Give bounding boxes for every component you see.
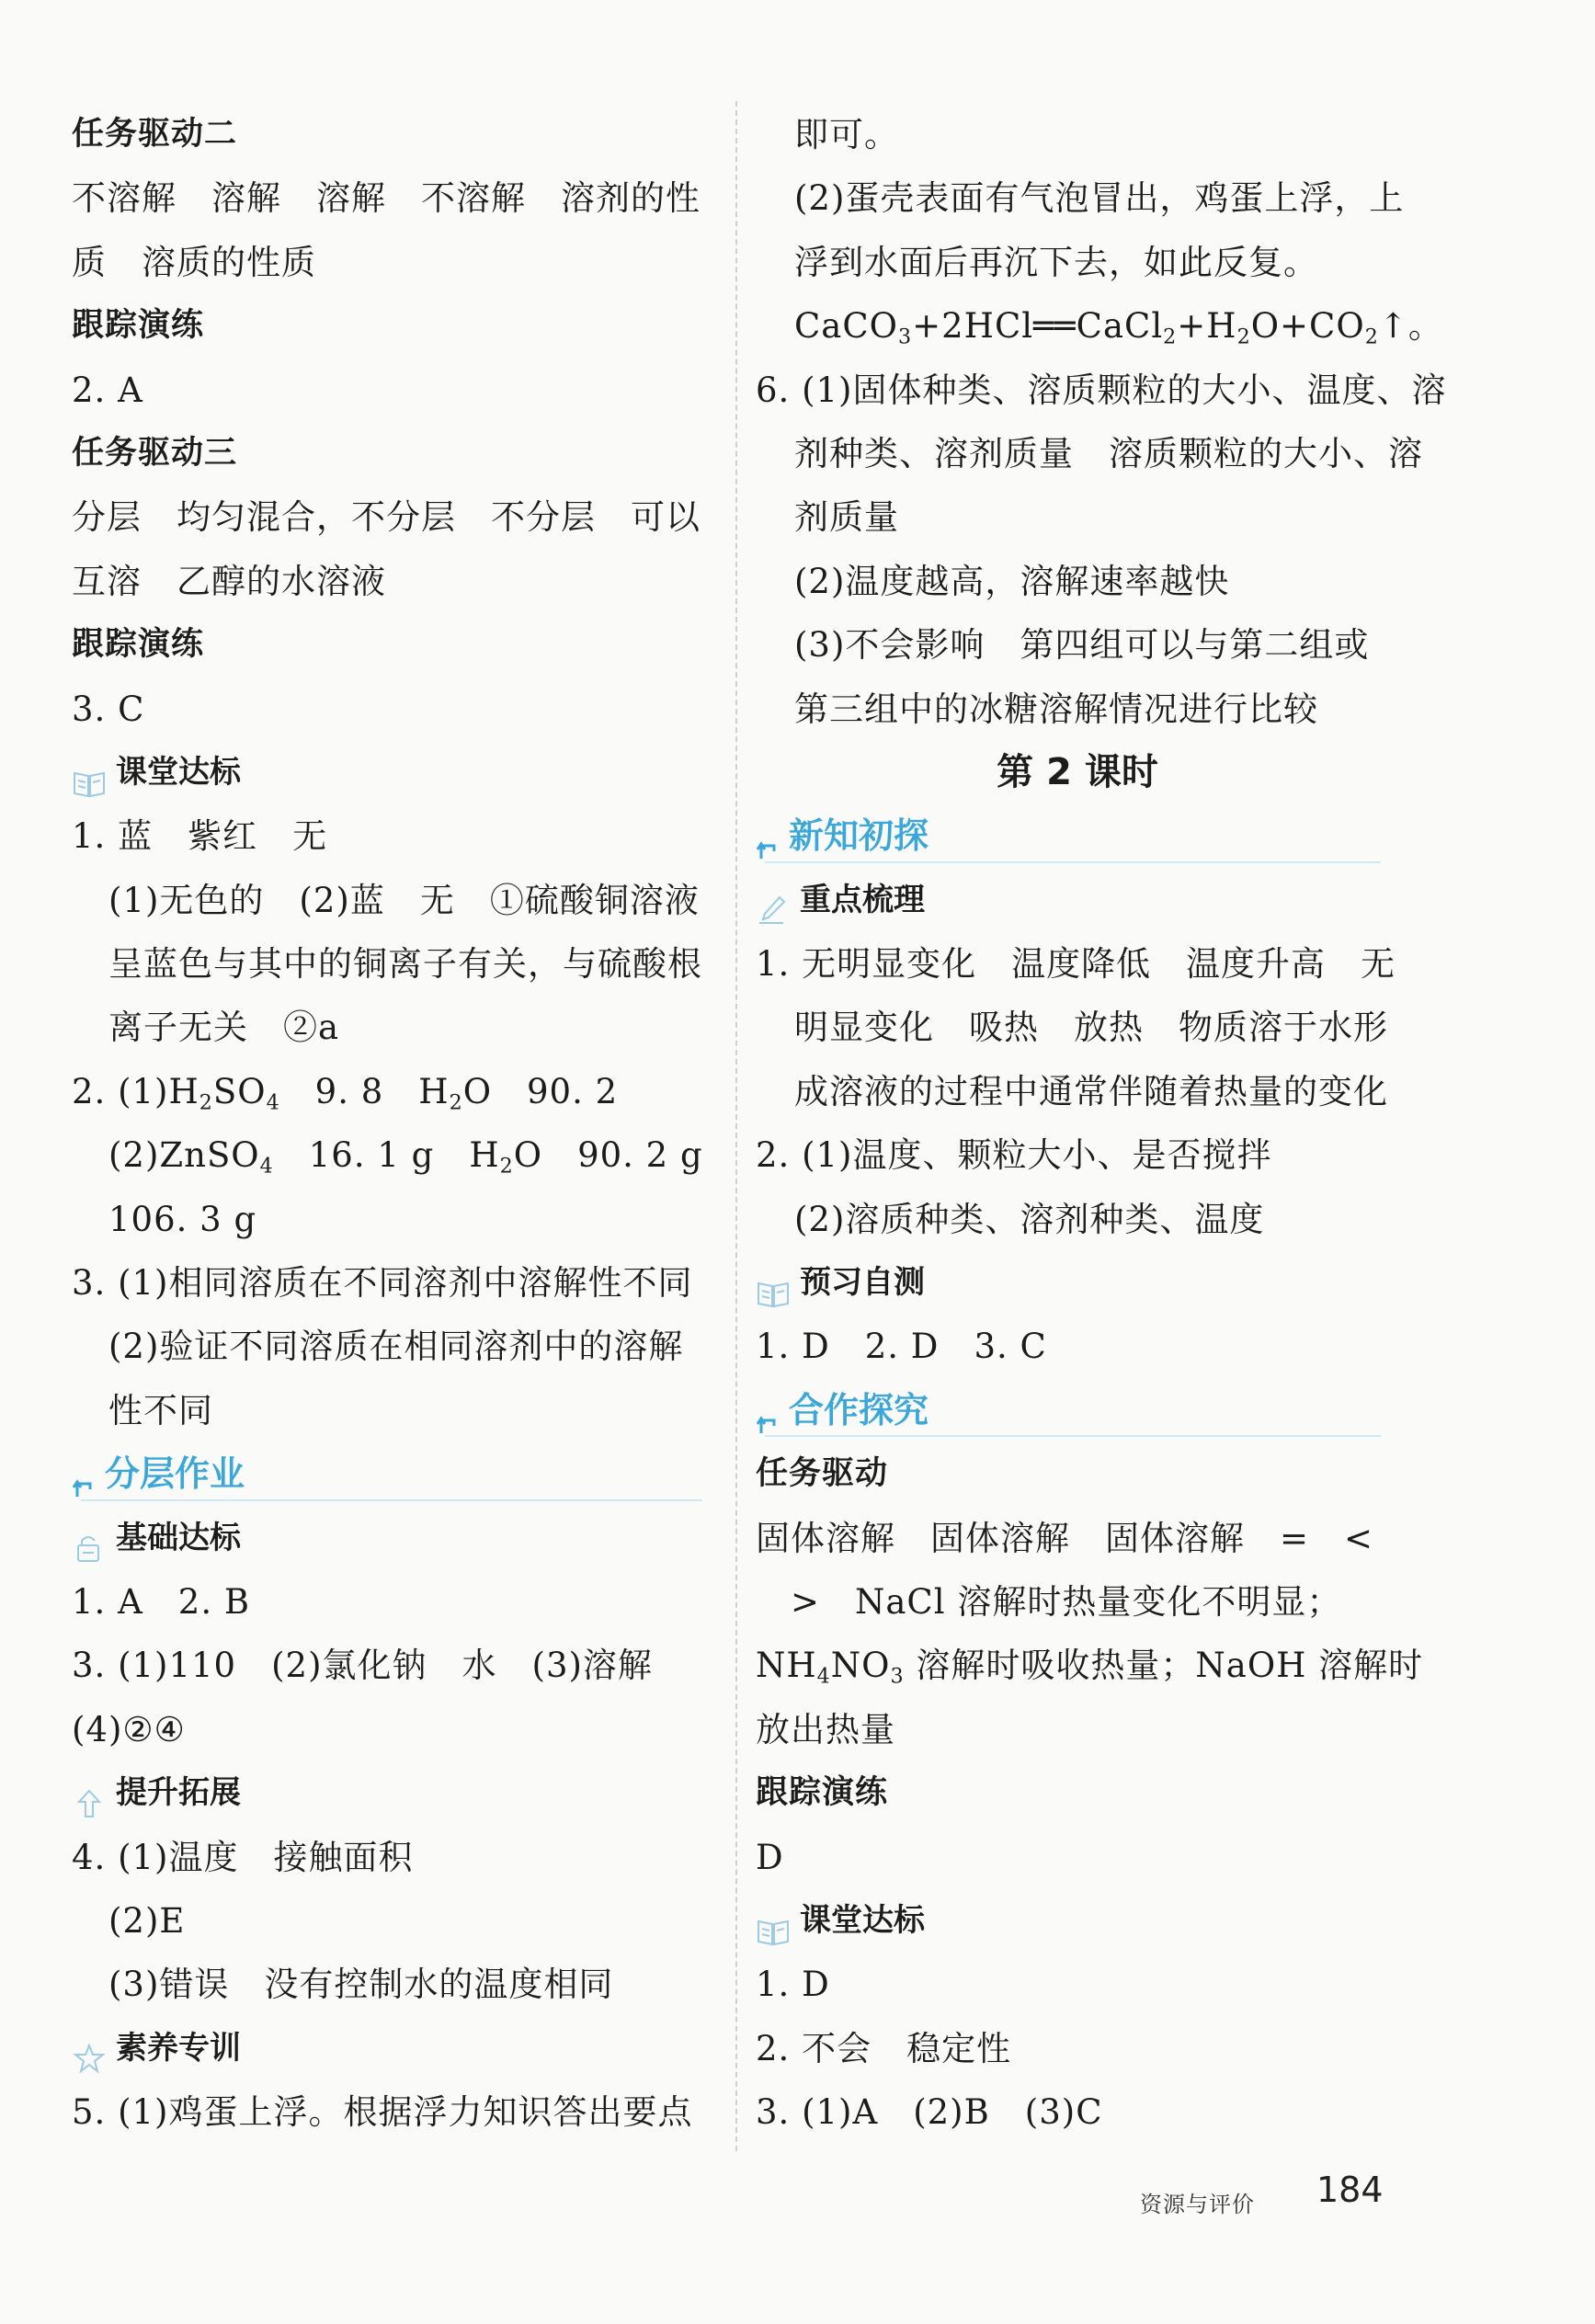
hook-arrow-icon — [72, 1461, 97, 1488]
answer-line: (2)温度越高，溶解速率越快 — [794, 561, 1230, 601]
answer-line: 第三组中的冰糖溶解情况进行比较 — [794, 689, 1318, 729]
heading-tracking-practice: 跟踪演练 — [72, 626, 205, 664]
answer-line: 2. 不会 稳定性 — [756, 2028, 1012, 2068]
answer-line: 离子无关 ②a — [108, 1008, 340, 1048]
lock-icon — [72, 1522, 107, 1554]
section-key-points — [756, 869, 1399, 932]
answer-line-formula: (2)ZnSO$_4$ 16. 1 g $H_2O$ 90. 2 g — [108, 1135, 703, 1179]
hook-arrow-icon — [756, 823, 781, 850]
answer-line: 1. D — [756, 1965, 830, 2005]
answer-line: D — [756, 1837, 784, 1877]
section-basic-standard — [72, 1507, 721, 1570]
answer-line: 固体溶解 固体溶解 固体溶解 = < — [756, 1518, 1374, 1558]
answer-line: 5. (1)鸡蛋上浮。根据浮力知识答出要点 — [72, 2092, 693, 2133]
answer-line: 互溶 乙醇的水溶液 — [72, 561, 386, 601]
answer-line: 放出热量 — [756, 1709, 895, 1749]
answer-line: > NaCl 溶解时热量变化不明显； — [756, 1581, 1342, 1622]
answer-line: (2)蛋壳表面有气泡冒出，鸡蛋上浮，上 — [794, 178, 1405, 219]
section-preview-test — [756, 1251, 1399, 1315]
banner-title: 合作探究 — [789, 1389, 929, 1430]
answer-line: 剂质量 — [794, 497, 899, 538]
book-icon — [756, 1906, 791, 1937]
answer-line: 2. (1)温度、颗粒大小、是否搅拌 — [756, 1135, 1272, 1176]
answer-line: 浮到水面后再沉下去，如此反复。 — [794, 242, 1318, 282]
answer-line: 106. 3 g — [108, 1199, 257, 1239]
answer-line-formula: $NH_4NO_3$ 溶解时吸收热量；NaOH 溶解时 — [756, 1646, 1424, 1690]
answer-line: 质 溶质的性质 — [72, 242, 316, 282]
up-arrow-icon — [72, 1778, 107, 1809]
answer-line: 剂种类、溶剂质量 溶质颗粒的大小、溶 — [794, 433, 1423, 473]
banner-cooperative-inquiry — [756, 1379, 1399, 1442]
section-title: 预习自测 — [800, 1264, 925, 1302]
answer-line: 3. (1)相同溶质在不同溶剂中溶解性不同 — [72, 1263, 693, 1304]
answer-line: 不溶解 溶解 溶解 不溶解 溶剂的性 — [72, 178, 701, 219]
heading-task: 任务驱动 — [756, 1455, 889, 1493]
answer-line: 3. C — [72, 689, 145, 729]
book-icon — [72, 758, 107, 789]
footer-label: 资源与评价 — [1140, 2192, 1255, 2217]
answer-line: 2. A — [72, 370, 143, 410]
section-literacy-training — [72, 2017, 721, 2080]
banner-title: 新知初探 — [789, 815, 929, 857]
right-column — [756, 103, 1447, 2145]
section-classroom-standard — [756, 1889, 1399, 1953]
banner-layered-homework — [72, 1442, 721, 1506]
heading-task-3: 任务驱动三 — [72, 434, 238, 472]
answer-line: 呈蓝色与其中的铜离子有关，与硫酸根 — [108, 944, 702, 985]
answer-line: 3. (1)110 (2)氯化钠 水 (3)溶解 — [72, 1646, 653, 1686]
column-divider — [735, 101, 737, 2151]
heading-tracking-practice: 跟踪演练 — [756, 1774, 889, 1812]
answer-line: 即可。 — [794, 115, 899, 154]
answer-line: 成溶液的过程中通常伴随着热量的变化 — [794, 1071, 1388, 1111]
answer-line: (4)②④ — [72, 1709, 186, 1749]
section-title: 提升拓展 — [116, 1774, 241, 1812]
lesson-title: 第 2 课时 — [997, 750, 1158, 793]
chemical-equation: $CaCO_3+2HCl══CaCl_2+H_2O+CO_2↑$。 — [794, 306, 1443, 349]
answer-line: 1. A 2. B — [72, 1581, 251, 1622]
star-icon — [72, 2033, 107, 2064]
answer-line: (2)溶质种类、溶剂种类、温度 — [794, 1199, 1265, 1239]
section-improve-expand — [72, 1761, 721, 1825]
heading-task-2: 任务驱动二 — [72, 116, 238, 153]
section-title: 重点梳理 — [800, 881, 925, 918]
answer-line: (3)错误 没有控制水的温度相同 — [108, 1965, 614, 2005]
answer-line: 分层 均匀混合，不分层 不分层 可以 — [72, 497, 701, 538]
answer-line: 6. (1)固体种类、溶质颗粒的大小、温度、溶 — [756, 370, 1447, 410]
banner-title: 分层作业 — [105, 1453, 245, 1495]
answer-line: 1. D 2. D 3. C — [756, 1327, 1047, 1367]
section-classroom-standard — [72, 741, 721, 804]
book-icon — [756, 1268, 791, 1299]
answer-line: 3. (1)A (2)B (3)C — [756, 2092, 1103, 2133]
section-title: 素养专训 — [116, 2029, 241, 2067]
answer-line: 1. 蓝 紫红 无 — [72, 816, 328, 857]
answer-line: 明显变化 吸热 放热 物质溶于水形 — [794, 1008, 1388, 1048]
answer-line: (2)E — [108, 1900, 186, 1941]
left-column — [72, 103, 721, 2145]
answer-line-formula: 2. $(1)H_2SO_4$ 9. 8 $H_2O$ 90. 2 — [72, 1071, 619, 1115]
page-number: 184 — [1316, 2170, 1384, 2210]
banner-new-knowledge — [756, 804, 1399, 868]
answer-line: (1)无色的 (2)蓝 无 ①硫酸铜溶液 — [108, 880, 700, 920]
pen-icon — [756, 884, 791, 916]
section-title: 课堂达标 — [800, 1901, 925, 1939]
answer-line: (2)验证不同溶质在相同溶剂中的溶解 — [108, 1327, 684, 1367]
section-title: 课堂达标 — [116, 753, 241, 791]
hook-arrow-icon — [756, 1397, 781, 1425]
answer-line: (3)不会影响 第四组可以与第二组或 — [794, 625, 1370, 666]
answer-line: 4. (1)温度 接触面积 — [72, 1837, 414, 1877]
section-title: 基础达标 — [116, 1519, 241, 1556]
heading-tracking-practice: 跟踪演练 — [72, 307, 205, 345]
answer-line: 性不同 — [108, 1390, 213, 1430]
answer-line: 1. 无明显变化 温度降低 温度升高 无 — [756, 944, 1396, 985]
